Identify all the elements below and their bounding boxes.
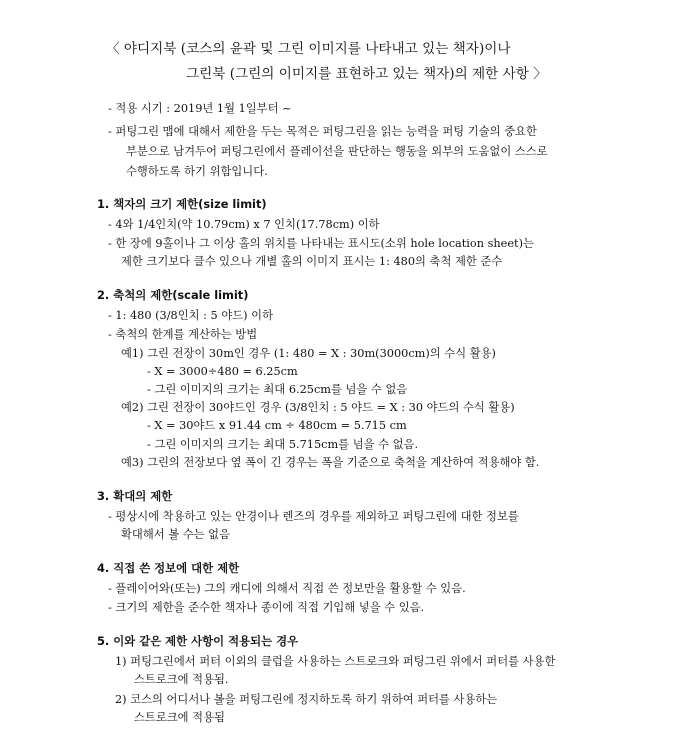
example-line: 예1) 그린 전장이 30m인 경우 (1: 480 = X : 30m(3000cm)의 수식 활용) (121, 347, 496, 360)
document-title-line-1: 〈 야디지북 (코스의 윤곽 및 그린 이미지를 나타내고 있는 책자)이나 (106, 41, 511, 57)
section-line: - 1: 480 (3/8인치 : 5 야드) 이하 (108, 309, 273, 322)
section-heading: 3. 확대의 제한 (97, 489, 173, 503)
purpose-line: 부분으로 남겨두어 퍼팅그린에서 플레이선을 판단하는 행동을 외부의 도움없이 스스로 (126, 145, 548, 158)
document-title-line-2: 그린북 (그린의 이미지를 표현하고 있는 책자)의 제한 사항 〉 (186, 66, 547, 82)
section-heading: 4. 직접 쓴 정보에 대한 제한 (97, 561, 240, 575)
example-line: - X = 30야드 x 91.44 cm ÷ 480cm = 5.715 cm (147, 419, 407, 432)
purpose-line: - 퍼팅그린 맵에 대해서 제한을 두는 목적은 퍼팅그린을 읽는 능력을 퍼팅 기술의 중요한 (108, 125, 537, 138)
section-heading: 1. 책자의 크기 제한(size limit) (97, 197, 267, 211)
section-line: - 축척의 한계를 계산하는 방법 (108, 328, 258, 341)
example-line: - 그린 이미지의 크기는 최대 6.25cm를 넘을 수 없음 (147, 383, 408, 396)
section-line: 1) 퍼팅그린에서 퍼터 이외의 클럽을 사용하는 스트로크와 퍼팅그린 위에서 퍼터를 사용한 (115, 655, 556, 668)
section-line: 스트로크에 적용됨. (134, 673, 229, 686)
section-line: - 크기의 제한을 준수한 책자나 종이에 직접 기입해 넣을 수 있음. (108, 601, 425, 614)
section-line: 2) 코스의 어디서나 볼을 퍼팅그린에 정지하도록 하기 위하여 퍼터를 사용하는 (115, 693, 498, 706)
example-line: 예3) 그린의 전장보다 옆 폭이 긴 경우는 폭을 기준으로 축척을 계산하여 적용해야 함. (121, 456, 540, 469)
section-line: - 4와 1/4인치(약 10.79cm) x 7 인치(17.78cm) 이하 (108, 218, 380, 231)
section-heading: 5. 이와 같은 제한 사항이 적용되는 경우 (97, 634, 299, 648)
example-line: 예2) 그린 전장이 30야드인 경우 (3/8인치 : 5 야드 = X : 30 야드의 수식 활용) (121, 401, 515, 414)
example-line: - 그린 이미지의 크기는 최대 5.715cm를 넘을 수 없음. (147, 438, 419, 451)
effective-date: - 적용 시기 : 2019년 1월 1일부터 ~ (108, 102, 292, 115)
section-heading: 2. 축척의 제한(scale limit) (97, 288, 249, 302)
section-line: - 평상시에 착용하고 있는 안경이나 렌즈의 경우를 제외하고 퍼팅그린에 대한 정보를 (108, 510, 519, 523)
purpose-line: 수행하도록 하기 위함입니다. (126, 165, 268, 178)
section-line: 스트로크에 적용됨 (134, 711, 225, 724)
section-line: - 한 장에 9홀이나 그 이상 홀의 위치를 나타내는 표시도(소위 hole location sheet)는 (108, 237, 534, 250)
section-line: 제한 크기보다 클수 있으나 개별 홀의 이미지 표시는 1: 480의 축척 제한 준수 (121, 255, 503, 268)
section-line: 확대해서 볼 수는 없음 (121, 528, 230, 541)
example-line: - X = 3000÷480 = 6.25cm (147, 365, 298, 378)
section-line: - 플레이어와(또는) 그의 캐디에 의해서 직접 쓴 정보만을 활용할 수 있음. (108, 582, 466, 595)
